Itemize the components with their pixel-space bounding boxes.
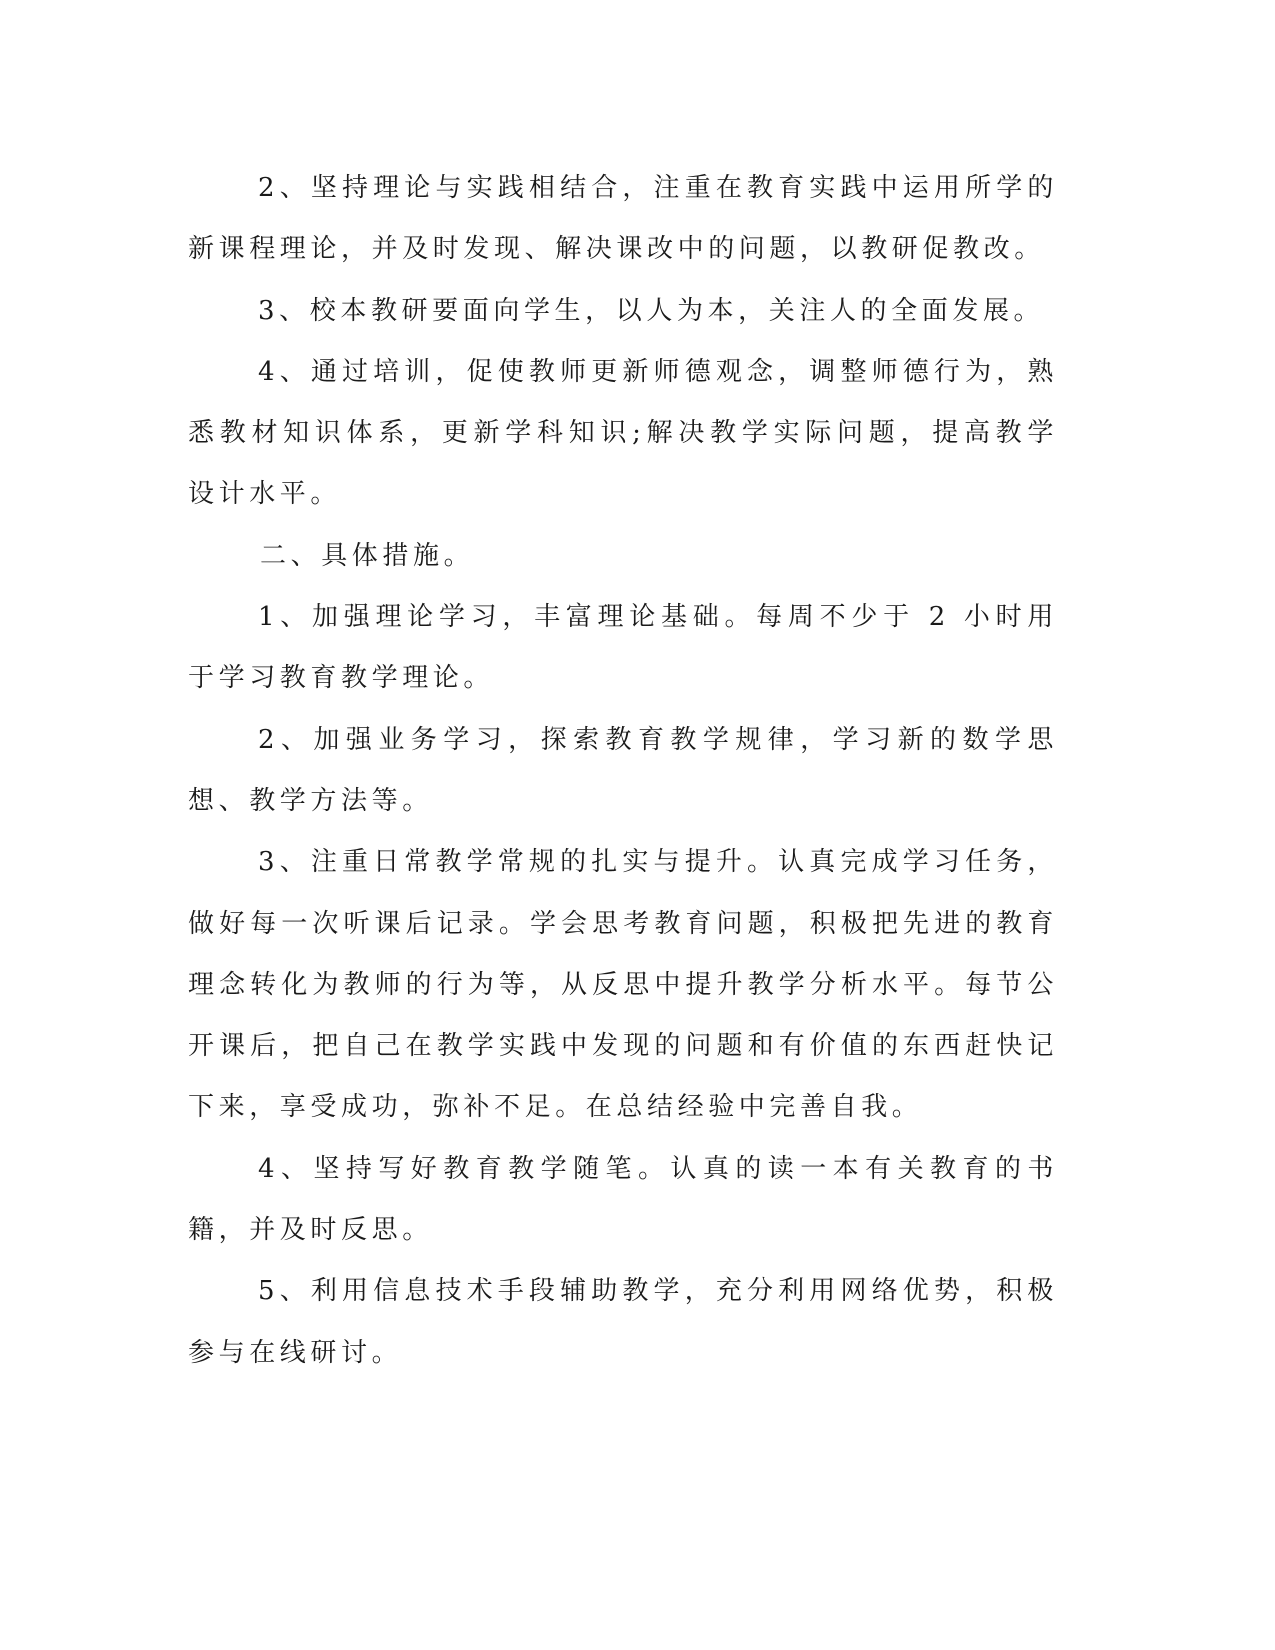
paragraph-measure-4: 4、坚持写好教育教学随笔。认真的读一本有关教育的书籍，并及时反思。	[188, 1153, 1058, 1246]
paragraph-measure-3: 3、注重日常教学常规的扎实与提升。认真完成学习任务，做好每一次听课后记录。学会思考教育问题，积极把先进的教育理念转化为教师的行为等，从反思中提升教学分析水平。每节公开课后，把自己在教学实践中发现的问题和有价值的东西赶快记下来，享受成功，弥补不足。在总结经验中完善自我。	[188, 847, 1058, 1123]
paragraph-goal-3: 3、校本教研要面向学生，以人为本，关注人的全面发展。	[258, 295, 1045, 326]
section-heading-measures: 二、具体措施。	[260, 540, 475, 571]
paragraph-measure-5: 5、利用信息技术手段辅助教学，充分利用网络优势，积极参与在线研讨。	[188, 1276, 1058, 1368]
paragraph-goal-4: 4、通过培训，促使教师更新师德观念，调整师德行为，熟悉教材知识体系，更新学科知识;解决教学实际问题，提高教学设计水平。	[188, 356, 1058, 510]
paragraph-measure-1: 1、加强理论学习，丰富理论基础。每周不少于 2 小时用于学习教育教学理论。	[188, 602, 1058, 694]
paragraph-goal-2: 2、坚持理论与实践相结合，注重在教育实践中运用所学的新课程理论，并及时发现、解决课改中的问题，以教研促教改。	[188, 173, 1058, 265]
paragraph-measure-2: 2、加强业务学习，探索教育教学规律，学习新的数学思想、教学方法等。	[188, 724, 1058, 816]
document-body	[188, 158, 1058, 1384]
